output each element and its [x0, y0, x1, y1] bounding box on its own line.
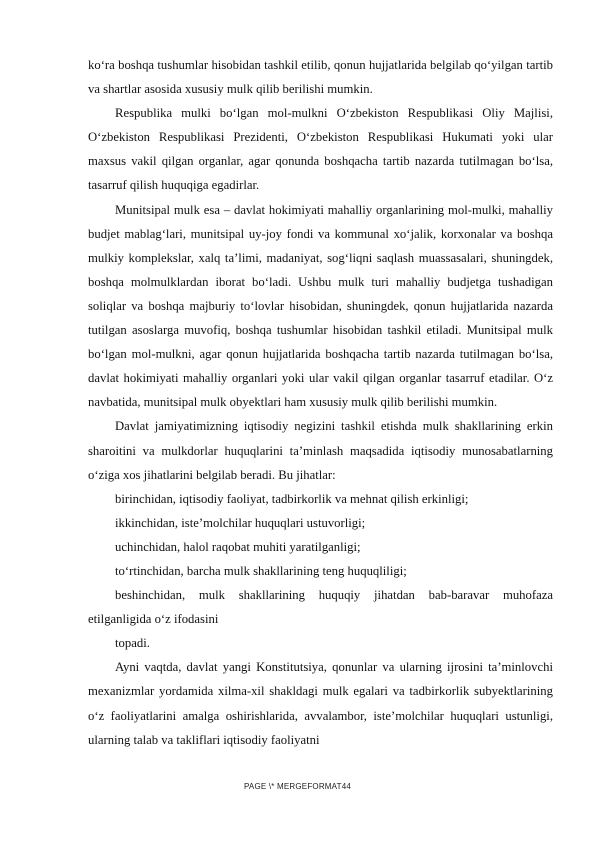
page-footer-field: PAGE \* MERGEFORMAT44 [243, 782, 352, 791]
paragraph-munitsipal-mulk: Munitsipal mulk esa – davlat hokimiyati mahalliy organlarining mol-mulki, mahalliy budjet mablag‘lari, munitsipal uy-joy fondi va kommunal xo‘jalik, korxonalar va boshqa mulkiy komplekslar, xalq ta’limi, madaniyat, sog‘liqni saqlash muassasalari, shuningdek, boshqa molmulklardan iborat bo‘ladi. Ushbu mulk turi mahalliy budjetga tushadigan soliqlar va boshqa majburiy to‘lovlar hisobidan, shuningdek, qonun hujjatlarida nazarda tutilgan asoslarga muvofiq, boshqa tushumlar hisobidan tashkil etiladi. Munitsipal mulk bo‘lgan mol-mulkni, agar qonun hujjatlarida boshqacha tartib nazarda tutilmagan bo‘lsa, davlat hokimiyati mahalliy organlari yoki ular vakil qilgan organlar tasarruf etadilar. O‘z navbatida, munitsipal mulk obyektlari ham xususiy mulk qilib berilishi mumkin. [88, 202, 553, 410]
paragraph-davlat-jamiyatimiz: Davlat jamiyatimizning iqtisodiy negizini tashkil etishda mulk shakllarining erkin sharoitini va mulkdorlar huquqlarini ta’minlash maqsadida iqtisodiy munosabatlarning o‘ziga xos jihatlarini belgilab beradi. Bu jihatlar: [88, 419, 553, 482]
paragraph-topadi: topadi. [115, 636, 150, 651]
paragraph-continuation: ko‘ra boshqa tushumlar hisobidan tashkil etilib, qonun hujjatlarida belgilab qo‘yilgan tartib va shartlar asosida xususiy mulk qilib berilishi mumkin. [88, 58, 553, 97]
list-item-ikkinchidan: ikkinchidan, iste’molchilar huquqlari ustuvorligi; [115, 515, 366, 530]
list-item-beshinchidan: beshinchidan, mulk shakllarining huquqiy jihatdan bab-baravar muhofaza etilganligida o‘z ifodasini [88, 588, 553, 627]
list-item-tortinchidan: to‘rtinchidan, barcha mulk shakllarining teng huquqliligi; [115, 563, 407, 578]
paragraph-ayni-vaqtda: Ayni vaqtda, davlat yangi Konstitutsiya, qonunlar va ularning ijrosini ta’minlovchi mexanizmlar yordamida xilma-xil shakldagi mulk egalari va tadbirkorlik subyektlarining o‘z faoliyatlarini amalga oshirishlarida, avvalambor, iste’molchilar huquqlari ustunligi, ularning talab va takliflari iqtisodiy faoliyatni [88, 660, 553, 747]
list-item-uchinchidan: uchinchidan, halol raqobat muhiti yaratilganligi; [115, 539, 361, 554]
paragraph-respublika-mulki: Respublika mulki bo‘lgan mol-mulkni O‘zbekiston Respublikasi Oliy Majlisi, O‘zbekiston Respublikasi Prezidenti, O‘zbekiston Respublikasi Hukumati yoki ular maxsus vakil qilgan organlar, agar qonunda boshqacha tartib nazarda tutilmagan bo‘lsa, tasarruf qilish huquqiga egadirlar. [88, 106, 553, 193]
list-item-birinchidan: birinchidan, iqtisodiy faoliyat, tadbirkorlik va mehnat qilish erkinligi; [115, 491, 469, 506]
document-body [88, 53, 553, 752]
